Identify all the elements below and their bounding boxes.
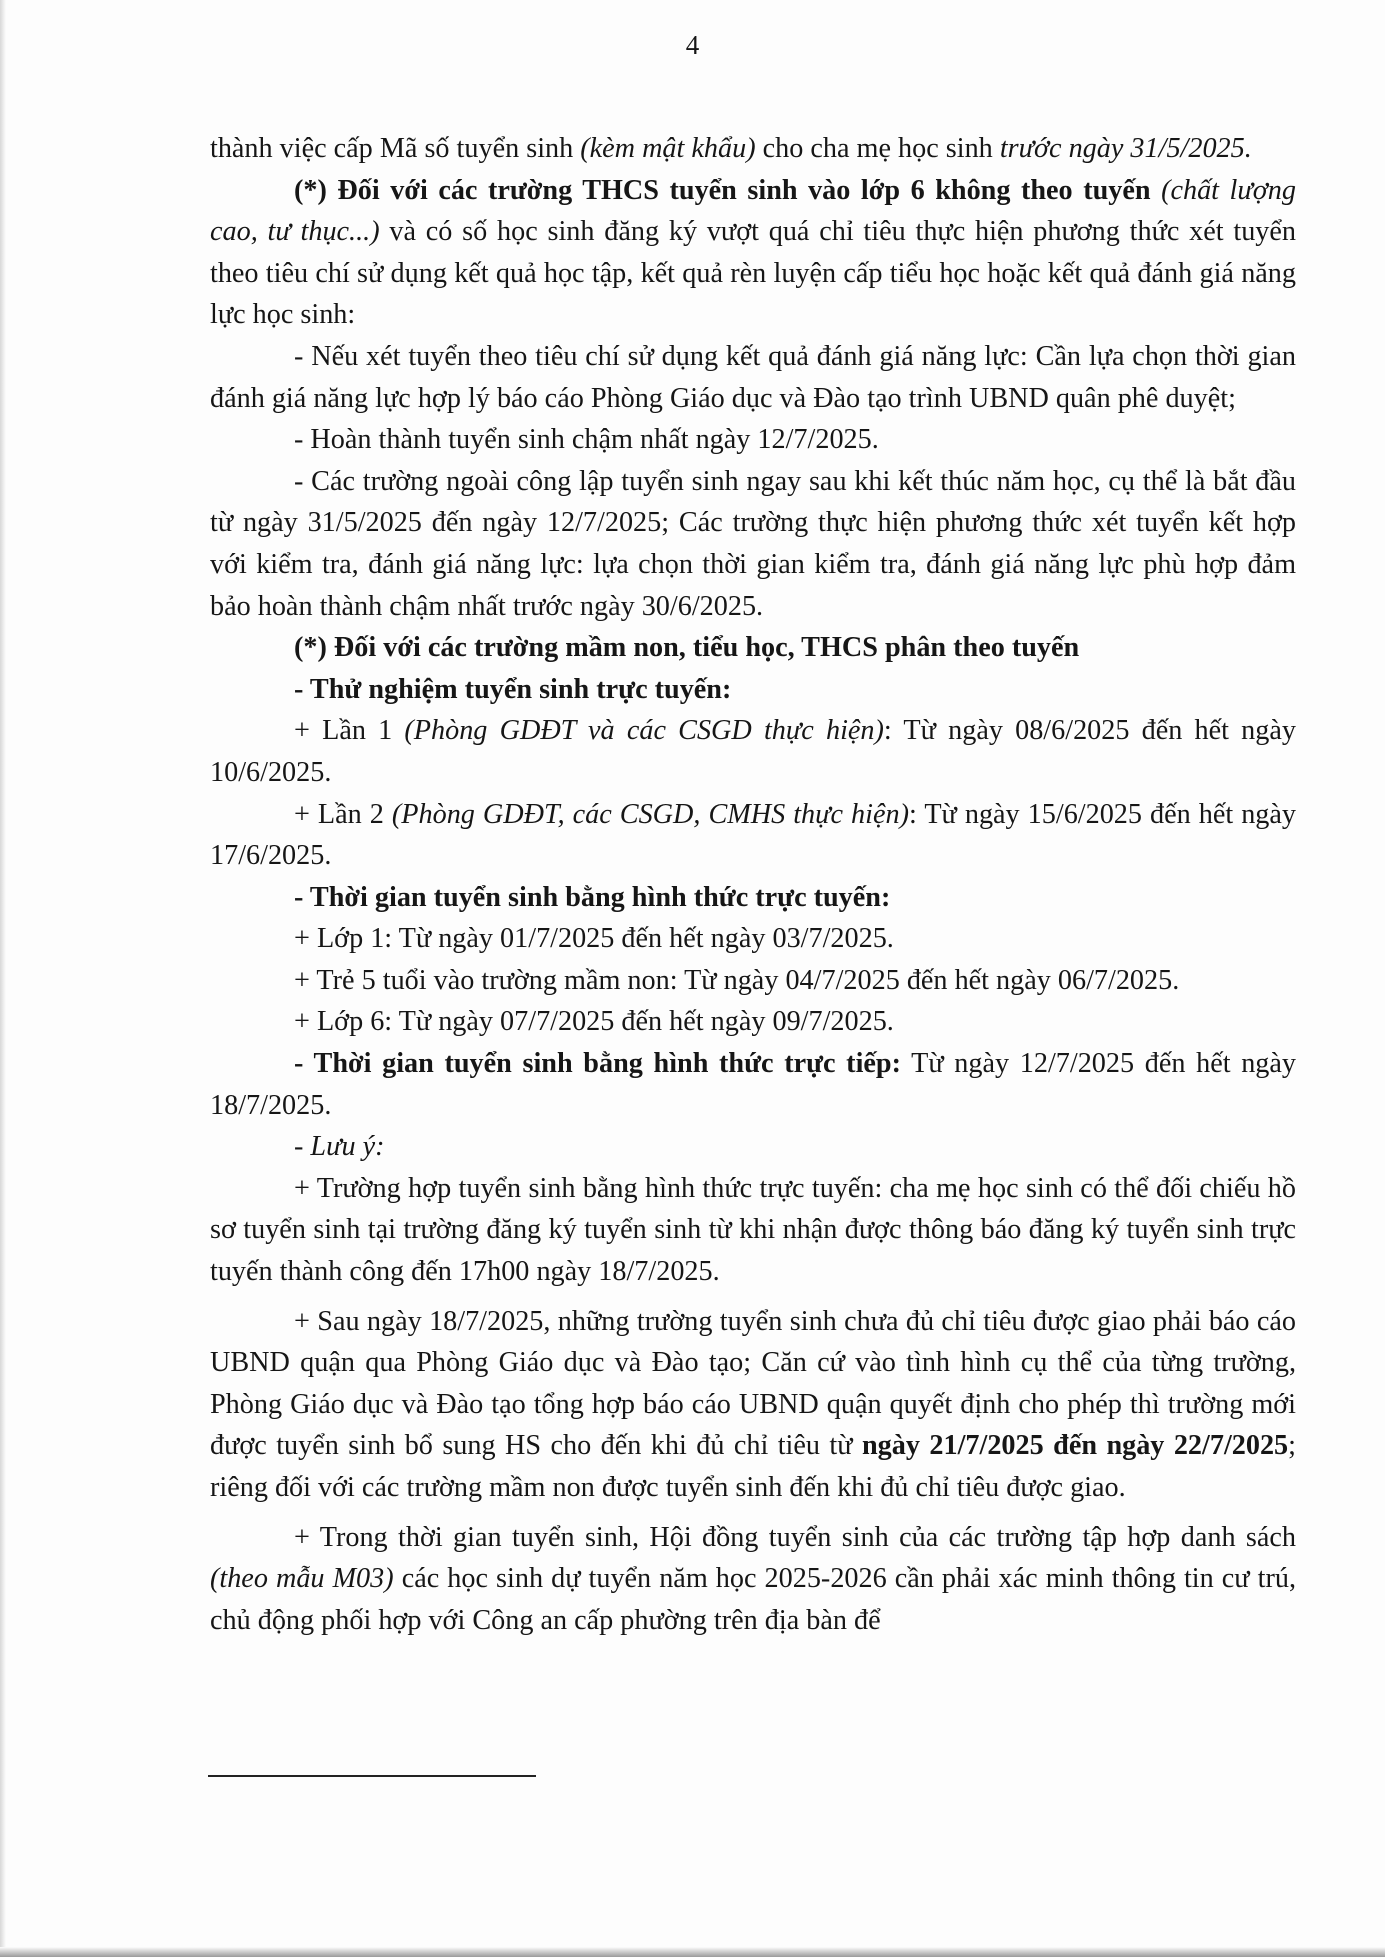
paragraph-17 xyxy=(210,1301,1296,1509)
footnote-separator xyxy=(208,1775,536,1777)
section-heading: (*) Đối với các trường mầm non, tiểu học, THCS phân theo tuyến xyxy=(294,632,1080,664)
paragraph-8 xyxy=(210,710,1296,793)
paragraph-14 xyxy=(210,1043,1296,1126)
scan-edge-left xyxy=(0,0,6,1957)
text-run-italic: (Phòng GDĐT, các CSGD, CMHS thực hiện) xyxy=(391,798,909,830)
paragraph-2 xyxy=(210,170,1296,336)
paragraph-1 xyxy=(210,128,1296,170)
paragraph-18 xyxy=(210,1517,1296,1642)
text-run: + Sau ngày 18/7/2025, những trường tuyển sinh chưa đủ chỉ tiêu được giao phải báo cáo UBND quận qua Phòng Giáo dục và Đào tạo; Căn cứ vào tình hình cụ thể của từng trường, Phòng Giáo dục và Đào tạo tổng hợp báo cáo UBND quận quyết định cho phép thì trường mới được tuyển sinh bổ sung HS cho đến khi đủ chỉ tiêu từ xyxy=(210,1305,1296,1462)
text-run-italic: (kèm mật khẩu) xyxy=(580,133,756,164)
text-run xyxy=(1151,175,1162,206)
text-run: : Từ ngày 08/6/2025 đến hết ngày 10/6/2025. xyxy=(210,715,1296,788)
text-run-italic: (theo mẫu M03) xyxy=(210,1563,394,1595)
text-run: : Từ ngày 15/6/2025 đến hết ngày 17/6/2025. xyxy=(210,798,1297,872)
paragraph-5: - Các trường ngoài công lập tuyển sinh ngay sau khi kết thúc năm học, cụ thể là bắt đầu từ ngày 31/5/2025 đến ngày 12/7/2025; Các trường thực hiện phương thức xét tuyển kết hợp với kiểm tra, đánh giá năng lực: lựa chọn thời gian kiểm tra, đánh giá năng lực phù hợp đảm bảo hoàn thành chậm nhất trước ngày 30/6/2025. xyxy=(210,465,1296,622)
paragraph-12: + Trẻ 5 tuổi vào trường mầm non: Từ ngày 04/7/2025 đến hết ngày 06/7/2025. xyxy=(294,964,1180,996)
text-run: các học sinh dự tuyển năm học 2025-2026 cần phải xác minh thông tin cư trú, chủ động phối hợp với Công an cấp phường trên địa bàn để xyxy=(210,1563,1296,1636)
subheading-online: - Thời gian tuyển sinh bằng hình thức trực tuyến: xyxy=(294,881,891,913)
text-run-bold: - Thời gian tuyển sinh bằng hình thức trực tiếp: xyxy=(294,1048,901,1080)
paragraph-3: - Nếu xét tuyển theo tiêu chí sử dụng kết quả đánh giá năng lực: Cần lựa chọn thời gian đánh giá năng lực hợp lý báo cáo Phòng Giáo dục và Đào tạo trình UBND quân phê duyệt; xyxy=(210,340,1296,414)
paragraph-16: + Trường hợp tuyển sinh bằng hình thức trực tuyến: cha mẹ học sinh có thể đối chiếu hồ sơ tuyển sinh tại trường đăng ký tuyển sinh từ khi nhận được thông báo đăng ký tuyển sinh trực tuyến thành công đến 17h00 ngày 18/7/2025. xyxy=(210,1172,1296,1288)
text-run: + Lần 1 xyxy=(294,715,405,747)
paragraph-11: + Lớp 1: Từ ngày 01/7/2025 đến hết ngày 03/7/2025. xyxy=(294,923,894,955)
text-run: + Trong thời gian tuyển sinh, Hội đồng tuyển sinh của các trường tập hợp danh sách xyxy=(294,1521,1296,1553)
note-label: - Lưu ý: xyxy=(294,1131,385,1163)
text-run: thành việc cấp Mã số tuyển sinh xyxy=(210,133,581,164)
document-body xyxy=(210,128,1296,1641)
text-run: ; riêng đối với các trường mầm non được tuyển sinh đến khi đủ chỉ tiêu được giao. xyxy=(210,1430,1296,1503)
text-run-italic: (chất lượng cao, tư thục...) xyxy=(210,174,1296,248)
paragraph-4: - Hoàn thành tuyển sinh chậm nhất ngày 12/7/2025. xyxy=(294,424,879,456)
scan-edge-bottom xyxy=(0,1947,1385,1957)
page-number: 4 xyxy=(685,30,700,60)
text-run-bold: (*) Đối với các trường THCS tuyển sinh vào lớp 6 không theo tuyến xyxy=(294,174,1151,206)
text-run-italic: trước ngày 31/5/2025. xyxy=(999,133,1252,164)
paragraph-13: + Lớp 6: Từ ngày 07/7/2025 đến hết ngày 09/7/2025. xyxy=(294,1006,894,1038)
text-run: Từ ngày 12/7/2025 đến hết ngày 18/7/2025. xyxy=(210,1048,1296,1121)
text-run-italic: (Phòng GDĐT và các CSGD thực hiện) xyxy=(404,715,884,747)
text-run: và có số học sinh đăng ký vượt quá chỉ tiêu thực hiện phương thức xét tuyển theo tiêu chí sử dụng kết quả học tập, kết quả rèn luyện cấp tiểu học hoặc kết quả đánh giá năng lực học sinh: xyxy=(210,216,1296,331)
text-run: cho cha mẹ học sinh xyxy=(755,133,1000,164)
text-run: + Lần 2 xyxy=(294,798,392,830)
paragraph-9 xyxy=(210,794,1296,877)
text-run-bold: ngày 21/7/2025 đến ngày 22/7/2025 xyxy=(861,1430,1289,1462)
subheading-trial: - Thử nghiệm tuyển sinh trực tuyến: xyxy=(294,673,732,705)
